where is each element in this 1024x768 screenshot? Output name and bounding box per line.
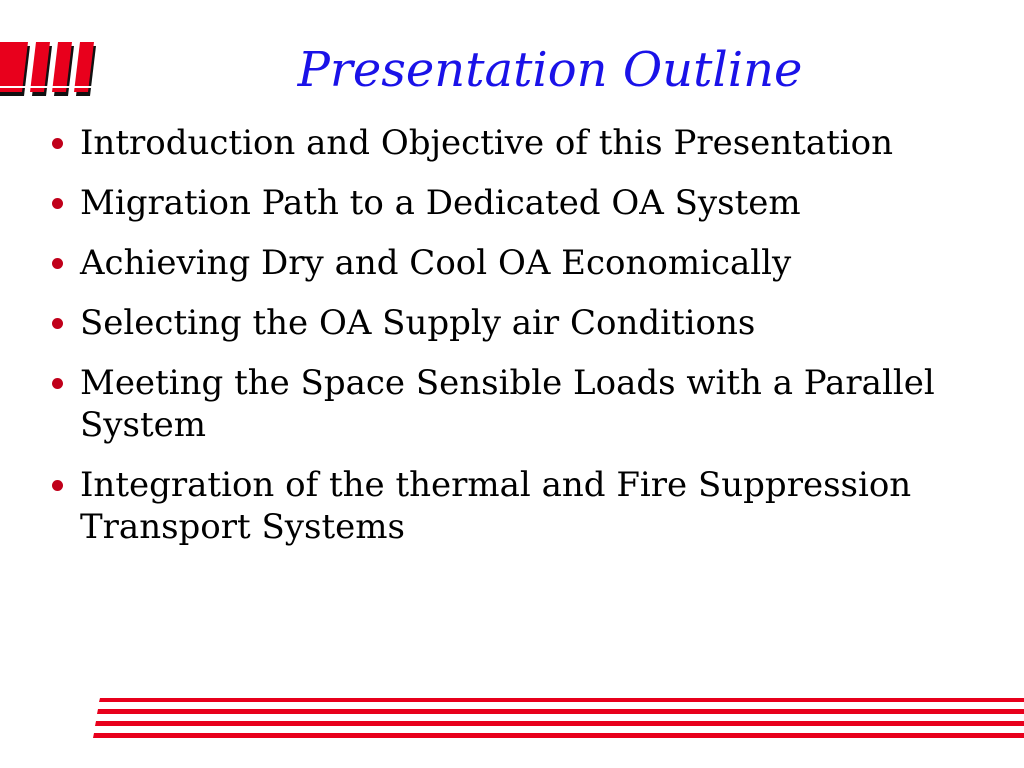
bullet-icon <box>52 198 63 209</box>
list-item <box>46 302 1006 344</box>
bullet-text: Introduction and Objective of this Presentation <box>80 123 893 163</box>
bullet-text: Meeting the Space Sensible Loads with a Parallel System <box>80 363 935 445</box>
bullet-icon <box>52 318 63 329</box>
bullet-list <box>46 122 1006 566</box>
bullet-text: Achieving Dry and Cool OA Economically <box>80 243 792 283</box>
slide-title: Presentation Outline <box>297 42 803 98</box>
list-item <box>46 362 1006 446</box>
list-item <box>46 242 1006 284</box>
bullet-icon <box>52 138 63 149</box>
bullet-icon <box>52 258 63 269</box>
list-item <box>46 464 1006 548</box>
list-item <box>46 182 1006 224</box>
bullet-icon <box>52 480 63 491</box>
bullet-text: Migration Path to a Dedicated OA System <box>80 183 801 223</box>
list-item <box>46 122 1006 164</box>
logo-icon <box>0 40 110 102</box>
bullet-icon <box>52 378 63 389</box>
decorative-stripes <box>0 698 1024 738</box>
bullet-text: Selecting the OA Supply air Conditions <box>80 303 756 343</box>
bullet-text: Integration of the thermal and Fire Suppression Transport Systems <box>80 465 912 547</box>
